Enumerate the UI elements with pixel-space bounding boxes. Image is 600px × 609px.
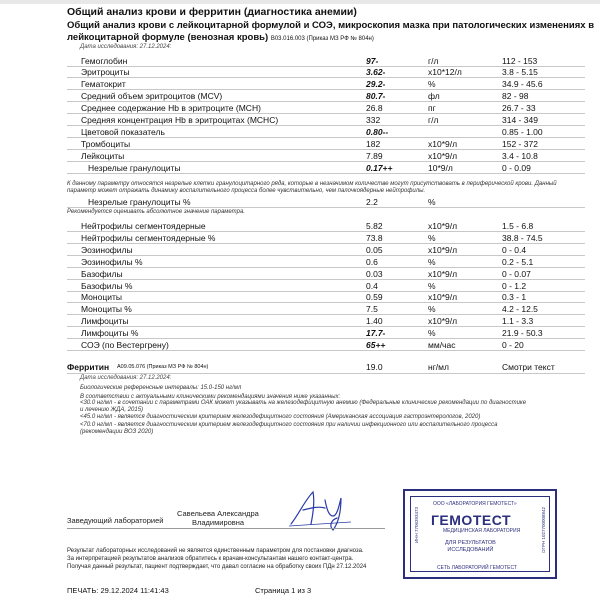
result-value: 5.82	[366, 221, 383, 231]
row-divider	[67, 149, 585, 150]
stamp-mid-line2: ИССЛЕДОВАНИЙ	[447, 547, 494, 553]
ferritin-note-line: В соответствии с актуальными клиническими рекомендациями значения ниже указанных:	[80, 394, 341, 400]
page-top-edge	[0, 0, 600, 4]
result-unit: x10*9/л	[428, 139, 458, 149]
result-name: Нейтрофилы сегментоядерные	[81, 221, 206, 231]
result-value: 0.59	[366, 292, 383, 303]
result-unit: x10*9/л	[428, 244, 458, 255]
result-range: 3.8 - 5.15	[502, 67, 538, 77]
result-range: 34.9 - 45.6	[502, 79, 543, 89]
result-unit: %	[428, 232, 436, 243]
result-name: Незрелые гранулоциты	[88, 163, 181, 173]
result-name: СОЭ (по Вестергрену)	[81, 340, 169, 350]
analysis-subtitle-line1: Общий анализ крови с лейкоцитарной формулой и СОЭ, микроскопия мазка при патологических изменениях в	[67, 20, 595, 31]
row-divider	[67, 243, 585, 244]
result-range: 1.1 - 3.3	[502, 316, 534, 327]
ferritin-note-line: Биологические референсные интервалы: 15.0-150 нг/мл	[80, 385, 242, 391]
result-value: 0.4	[366, 280, 378, 291]
result-name: Цветовой показатель	[81, 127, 165, 137]
footer-note-line: За интерпретацией результатов анализов обратитесь к врачам-консультантам нашего контакт-центра.	[67, 556, 354, 562]
result-value: 29.2-	[366, 79, 386, 89]
ferritin-unit: нг/мл	[428, 362, 449, 372]
report-title: Общий анализ крови и ферритин (диагностика анемии)	[67, 6, 357, 18]
result-value: 7.5	[366, 304, 378, 315]
ferritin-note-line: (рекомендации ВОЗ 2020)	[80, 428, 154, 435]
signature-name-line2: Владимировна	[192, 518, 245, 527]
signature-name-line1: Савельева Александра	[177, 509, 259, 518]
note-absolute-value: Рекомендуется оценивать абсолютное значение параметра.	[67, 209, 245, 215]
result-value: 332	[366, 115, 381, 125]
result-name: Средний объем эритроцитов (MCV)	[81, 91, 223, 101]
row-divider	[67, 231, 585, 232]
footer-note-line: Получая данный результат, пациент подтверждает, что давал согласие на обработку своих ПДн 27.12.2024	[67, 564, 367, 570]
row-divider	[67, 291, 585, 292]
ferritin-range: Смотри текст	[502, 362, 555, 372]
row-divider	[67, 338, 585, 339]
ferritin-value: 19.0	[366, 362, 383, 372]
result-range: 314 - 349	[502, 115, 538, 125]
subtitle-code: B03.016.003 (Приказ МЗ РФ № 804н)	[270, 36, 374, 42]
result-name: Моноциты %	[81, 304, 132, 315]
result-value: 26.8	[366, 103, 383, 113]
stamp-left-side: ИНН 7706393473	[414, 507, 419, 544]
ferritin-note-line: и лечению ЖДА, 2015)	[80, 406, 144, 413]
result-name: Эозинофилы	[81, 244, 133, 255]
result-unit: x10*12/л	[428, 67, 462, 77]
ferritin-note-line: <70.0 нг/мл - является диагностическим критерием железодефицитного состояния при наличии инфекционного или воспалительного процесса	[80, 421, 498, 428]
result-name: Лимфоциты	[81, 316, 129, 327]
result-unit: г/л	[428, 115, 439, 125]
result-value: 0.17++	[366, 163, 393, 173]
result-name: Эритроциты	[81, 67, 130, 77]
result-unit: %	[428, 328, 436, 339]
result-name: Гематокрит	[81, 79, 126, 89]
result-unit: x10*9/л	[428, 221, 458, 231]
result-range: 112 - 153	[502, 56, 538, 66]
result-name: Нейтрофилы сегментоядерные %	[81, 232, 216, 243]
result-range: 0 - 0.4	[502, 244, 527, 255]
row-divider	[67, 326, 585, 327]
result-range: 0 - 0.09	[502, 163, 531, 173]
row-divider	[67, 137, 585, 138]
result-value: 182	[366, 139, 381, 149]
result-value: 0.03	[366, 268, 383, 279]
stamp-mid	[445, 540, 496, 554]
result-name: Средняя концентрация Hb в эритроцитах (MCHC)	[81, 115, 279, 125]
handwritten-signature	[285, 486, 355, 532]
result-name: Незрелые гранулоциты %	[88, 197, 191, 207]
result-unit: x10*9/л	[428, 292, 458, 303]
analysis-subtitle-line2	[67, 32, 374, 43]
stamp-inner-border	[410, 496, 550, 572]
result-value: 7.89	[366, 151, 383, 161]
result-value: 0.05	[366, 244, 383, 255]
ferritin-name: Ферритин	[67, 362, 110, 372]
result-value: 2.2	[366, 197, 378, 207]
result-unit: пг	[428, 103, 436, 113]
row-divider	[67, 255, 585, 256]
stamp-company: ООО «ЛАБОРАТОРИЯ ГЕМОТЕСТ»	[433, 501, 517, 507]
result-range: 152 - 372	[502, 139, 538, 149]
result-unit: %	[428, 304, 436, 315]
row-divider	[67, 302, 585, 303]
result-value: 3.62-	[366, 67, 386, 77]
footer-note-line: Результат лабораторных исследований не является единственным параметром для постановки диагноза.	[67, 548, 364, 554]
result-range: 26.7 - 33	[502, 103, 536, 113]
row-divider	[67, 350, 585, 351]
result-range: 0.3 - 1	[502, 292, 527, 303]
subtitle-text: лейкоцитарной формуле (венозная кровь)	[67, 32, 269, 43]
row-divider	[67, 207, 585, 208]
result-unit: %	[428, 79, 436, 89]
row-divider	[67, 161, 585, 162]
row-divider	[67, 101, 585, 102]
result-unit: мм/час	[428, 340, 456, 350]
page-number: Страница 1 из 3	[255, 586, 312, 595]
result-value: 0.6	[366, 256, 378, 267]
result-name: Моноциты	[81, 292, 122, 303]
ferritin-date: Дата исследования: 27.12.2024:	[80, 375, 172, 381]
result-value: 17.7-	[366, 328, 386, 339]
result-name: Гемоглобин	[81, 56, 128, 66]
signature-role: Заведующий лабораторией	[67, 516, 164, 525]
result-range: 1.5 - 6.8	[502, 221, 534, 231]
result-value: 80.7-	[366, 91, 386, 101]
laboratory-stamp	[403, 489, 557, 579]
result-range: 0 - 20	[502, 340, 524, 350]
study-date: Дата исследования: 27.12.2024:	[80, 44, 172, 50]
row-divider	[67, 77, 585, 78]
result-value: 0.80--	[366, 127, 389, 137]
ferritin-divider	[67, 373, 585, 374]
result-name: Лимфоциты %	[81, 328, 139, 339]
result-value: 97-	[366, 56, 379, 66]
row-divider	[67, 314, 585, 315]
result-unit: %	[428, 256, 436, 267]
stamp-mid-line1: ДЛЯ РЕЗУЛЬТАТОВ	[445, 540, 496, 546]
print-timestamp: ПЕЧАТЬ: 29.12.2024 11:41:43	[67, 586, 169, 595]
result-range: 0 - 1.2	[502, 280, 527, 291]
result-unit: 10*9/л	[428, 163, 453, 173]
note-immature-granulocytes: К данному параметру относятся незрелые клетки гранулоцитарного ряда, которые в незначимом количестве могут присутствовать в периферической крови. Данный параметр может отражать динамику воспалительного процесса более чувствительно, чем палочкоядерные нейтрофилы.	[67, 181, 557, 194]
result-name: Тромбоциты	[81, 139, 131, 149]
result-name: Базофилы	[81, 268, 123, 279]
row-divider	[67, 173, 585, 174]
result-unit: %	[428, 280, 436, 291]
result-unit: x10*9/л	[428, 316, 458, 327]
result-range: 21.9 - 50.3	[502, 328, 543, 339]
result-unit: %	[428, 197, 436, 207]
result-range: 0.85 - 1.00	[502, 127, 543, 137]
ferritin-code: A09.05.076 (Приказ МЗ РФ № 804н)	[117, 364, 209, 370]
result-range: 82 - 98	[502, 91, 529, 101]
result-range: 4.2 - 12.5	[502, 304, 538, 315]
result-name: Эозинофилы %	[81, 256, 143, 267]
ferritin-note-line: <30.0 нг/мл - в сочетании с параметрами ОАК может указывать на железодефицитную анемию (Федеральные клинические рекомендации по диагностике	[80, 399, 527, 406]
result-name: Базофилы %	[81, 280, 133, 291]
result-range: 38.8 - 74.5	[502, 232, 543, 243]
result-unit: x10*9/л	[428, 151, 458, 161]
stamp-logo: ГЕМОТЕСТ	[431, 512, 512, 528]
row-divider	[67, 267, 585, 268]
result-value: 1.40	[366, 316, 383, 327]
result-unit: фл	[428, 91, 440, 101]
result-value: 73.8	[366, 232, 383, 243]
row-divider	[67, 279, 585, 280]
signature-line	[67, 528, 385, 529]
result-range: 3.4 - 10.8	[502, 151, 538, 161]
result-range: 0 - 0.07	[502, 268, 531, 279]
ferritin-note-line: <45.0 нг/мл - является диагностическим критерием железодефицитного состояния (Американская ассоциация гастроэнтерологов, 2020)	[80, 414, 481, 421]
result-name: Лейкоциты	[81, 151, 125, 161]
stamp-right-side: ОГРН 1027700008842	[541, 507, 546, 553]
result-value: 65++	[366, 340, 386, 350]
result-range: 0.2 - 5.1	[502, 256, 534, 267]
row-divider	[67, 89, 585, 90]
result-unit: г/л	[428, 56, 439, 66]
result-unit: x10*9/л	[428, 268, 458, 279]
row-divider	[67, 125, 585, 126]
stamp-subtitle: МЕДИЦИНСКАЯ ЛАБОРАТОРИЯ	[443, 528, 521, 534]
stamp-bottom: СЕТЬ ЛАБОРАТОРИЙ ГЕМОТЕСТ	[437, 565, 517, 571]
result-name: Среднее содержание Hb в эритроците (MCH)	[81, 103, 261, 113]
row-divider	[67, 113, 585, 114]
